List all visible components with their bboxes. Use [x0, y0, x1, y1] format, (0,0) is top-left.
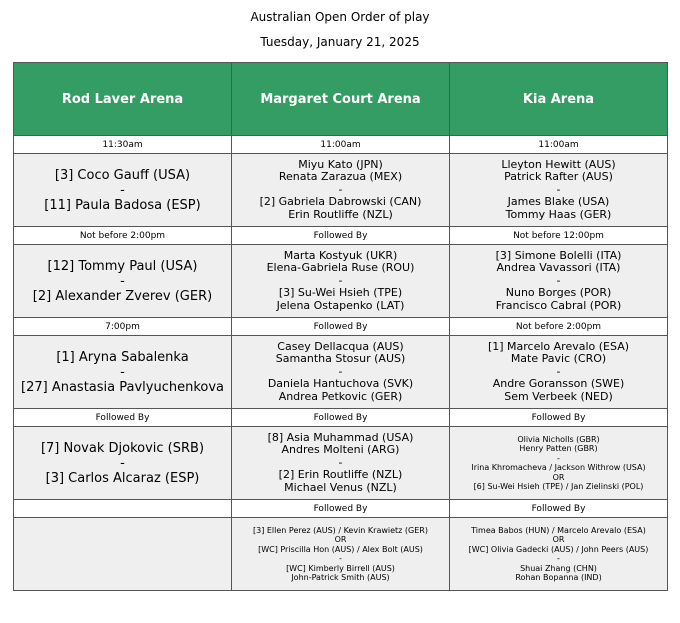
player-line: [3] Carlos Alcaraz (ESP) [45, 470, 200, 486]
player-line: - [338, 364, 343, 378]
player-line: Renata Zarazua (MEX) [278, 170, 403, 184]
player-line: - [556, 182, 561, 196]
player-line: Michael Venus (NZL) [284, 480, 397, 494]
time-row [14, 500, 668, 518]
match-cell-kia [450, 154, 668, 227]
match-cell-kia [450, 245, 668, 318]
court-header-kia: Kia Arena [450, 63, 668, 136]
start-time-kia: Followed By [450, 409, 668, 427]
match-row [14, 427, 668, 500]
player-line: Daniela Hantuchova (SVK) [267, 377, 414, 391]
player-line: OR [334, 535, 347, 544]
match-row [14, 518, 668, 591]
match-cell-rod-laver [14, 336, 232, 409]
start-time-margaret-court: Followed By [232, 409, 450, 427]
player-line: Timea Babos (HUN) / Marcelo Arevalo (ESA) [471, 525, 646, 535]
player-line: - [120, 455, 125, 471]
time-row [14, 227, 668, 245]
player-line: Nuno Borges (POR) [505, 286, 612, 300]
player-line: [3] Su-Wei Hsieh (TPE) [278, 286, 403, 300]
player-line: [3] Coco Gauff (USA) [54, 167, 191, 183]
player-line: [1] Marcelo Arevalo (ESA) [487, 339, 630, 353]
player-line: Marta Kostyuk (UKR) [283, 248, 398, 262]
match-row [14, 336, 668, 409]
player-line: - [556, 364, 561, 378]
time-row [14, 318, 668, 336]
start-time-rod-laver: 11:30am [14, 136, 232, 154]
player-line: Andres Molteni (ARG) [281, 443, 400, 457]
match-cell-margaret-court [232, 336, 450, 409]
player-line: Lleyton Hewitt (AUS) [501, 157, 616, 171]
court-header-margaret-court: Margaret Court Arena [232, 63, 450, 136]
match-row [14, 154, 668, 227]
player-line: Henry Patten (GBR) [519, 444, 598, 453]
player-line: Irina Khromacheva / Jackson Withrow (USA) [471, 463, 646, 472]
player-line: - [557, 554, 560, 563]
start-time-kia: Not before 2:00pm [450, 318, 668, 336]
player-line: - [556, 273, 561, 287]
player-line: [27] Anastasia Pavlyuchenkova [21, 379, 224, 395]
match-cell-rod-laver [14, 154, 232, 227]
player-line: Olivia Nicholls (GBR) [517, 434, 600, 444]
player-line: [1] Aryna Sabalenka [56, 349, 189, 365]
player-line: Patrick Rafter (AUS) [504, 170, 613, 184]
player-line: Andrea Vavassori (ITA) [496, 261, 621, 275]
schedule-body [14, 136, 668, 591]
match-cell-kia [450, 336, 668, 409]
player-line: [WC] Priscilla Hon (AUS) / Alex Bolt (AUS) [258, 544, 423, 554]
match-cell-margaret-court [232, 518, 450, 591]
start-time-margaret-court: Followed By [232, 318, 450, 336]
player-line: Elena-Gabriela Ruse (ROU) [266, 261, 415, 275]
start-time-rod-laver [14, 500, 232, 518]
player-line: [WC] Olivia Gadecki (AUS) / John Peers (AUS) [468, 544, 649, 554]
match-cell-rod-laver [14, 518, 232, 591]
player-line: - [557, 453, 560, 463]
player-line: James Blake (USA) [507, 195, 610, 209]
player-line: Sem Verbeek (NED) [504, 389, 613, 403]
page-title: Australian Open Order of play [250, 10, 430, 24]
court-header-rod-laver: Rod Laver Arena [14, 63, 232, 136]
start-time-margaret-court: Followed By [232, 500, 450, 518]
player-line: Mate Pavic (CRO) [510, 352, 607, 366]
player-line: [11] Paula Badosa (ESP) [44, 197, 201, 213]
player-line: Jelena Ostapenko (LAT) [276, 298, 405, 312]
start-time-rod-laver: Followed By [14, 409, 232, 427]
match-row [14, 245, 668, 318]
match-cell-rod-laver [14, 245, 232, 318]
player-line: - [338, 455, 343, 469]
match-cell-kia [450, 427, 668, 500]
player-line: [3] Ellen Perez (AUS) / Kevin Krawietz (GER) [253, 525, 428, 535]
match-cell-margaret-court [232, 154, 450, 227]
start-time-margaret-court: Followed By [232, 227, 450, 245]
player-line: - [338, 273, 343, 287]
player-line: Andre Goransson (SWE) [492, 377, 625, 391]
match-cell-kia [450, 518, 668, 591]
match-cell-margaret-court [232, 427, 450, 500]
player-line: [6] Su-Wei Hsieh (TPE) / Jan Zielinski (POL) [473, 482, 644, 491]
player-line: [2] Alexander Zverev (GER) [32, 288, 213, 304]
match-cell-rod-laver [14, 427, 232, 500]
start-time-rod-laver: Not before 2:00pm [14, 227, 232, 245]
court-header-row [14, 63, 668, 136]
start-time-kia: Followed By [450, 500, 668, 518]
time-row [14, 409, 668, 427]
start-time-kia: Not before 12:00pm [450, 227, 668, 245]
player-line: Erin Routliffe (NZL) [288, 207, 393, 221]
player-line: Francisco Cabral (POR) [495, 298, 622, 312]
player-line: Shuai Zhang (CHN) [520, 563, 597, 573]
player-line: Rohan Bopanna (IND) [515, 573, 602, 582]
player-line: Andrea Petkovic (GER) [278, 389, 403, 403]
player-line: [2] Erin Routliffe (NZL) [278, 468, 403, 482]
player-line: - [120, 364, 125, 380]
start-time-margaret-court: 11:00am [232, 136, 450, 154]
order-of-play-table [13, 62, 668, 591]
start-time-rod-laver: 7:00pm [14, 318, 232, 336]
player-line: OR [552, 472, 565, 482]
player-line: - [120, 182, 125, 198]
player-line: [2] Gabriela Dabrowski (CAN) [259, 195, 422, 209]
player-line: [WC] Kimberly Birrell (AUS) [286, 563, 395, 573]
player-line: [8] Asia Muhammad (USA) [267, 430, 414, 444]
player-line: Tommy Haas (GER) [505, 207, 612, 221]
start-time-kia: 11:00am [450, 136, 668, 154]
player-line: [3] Simone Bolelli (ITA) [495, 248, 622, 262]
time-row [14, 136, 668, 154]
player-line: [12] Tommy Paul (USA) [47, 258, 198, 274]
player-line: - [339, 554, 342, 563]
match-cell-margaret-court [232, 245, 450, 318]
player-line: Samantha Stosur (AUS) [275, 352, 406, 366]
player-line: Miyu Kato (JPN) [298, 157, 383, 171]
page-date: Tuesday, January 21, 2025 [260, 35, 420, 49]
player-line: - [120, 273, 125, 289]
player-line: OR [552, 535, 565, 544]
player-line: - [338, 182, 343, 196]
player-line: Casey Dellacqua (AUS) [277, 339, 404, 353]
player-line: [7] Novak Djokovic (SRB) [40, 440, 205, 456]
player-line: John-Patrick Smith (AUS) [291, 573, 390, 582]
